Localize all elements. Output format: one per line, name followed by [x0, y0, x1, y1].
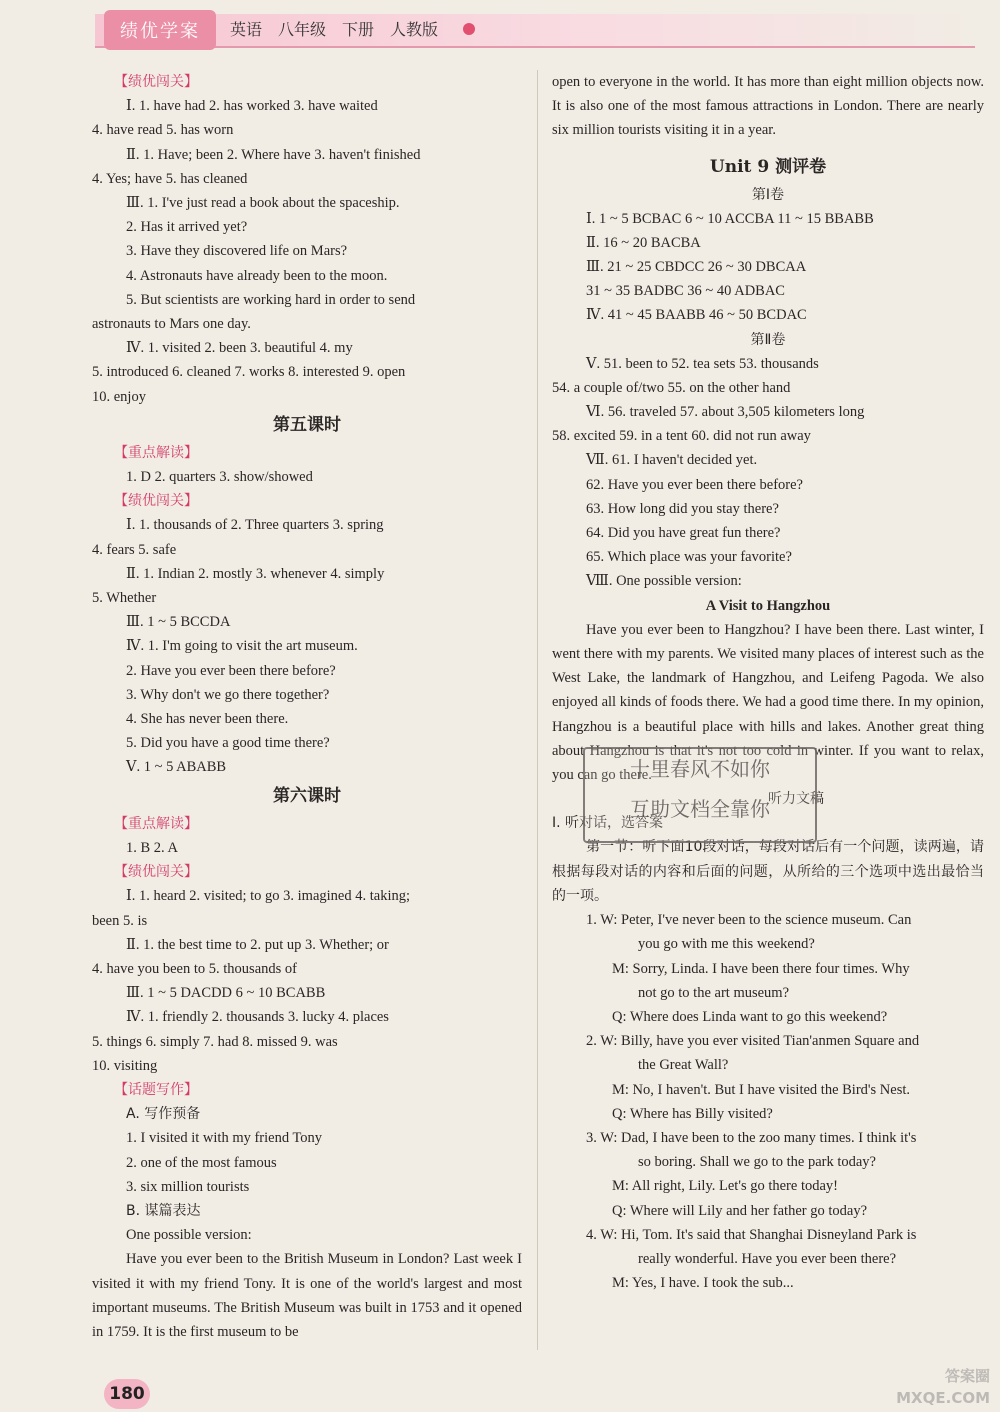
- header-subject: 英语: [230, 20, 263, 39]
- answer-line: 1. B 2. A: [126, 839, 178, 856]
- dialog-line: 3. W: Dad, I have been to the zoo many times. I think it's: [586, 1129, 917, 1146]
- dialog-line: M: No, I haven't. But I have visited the Bird's Nest.: [612, 1081, 911, 1098]
- answer-line: 4. have you been to 5. thousands of: [92, 960, 297, 977]
- dialog-line: Q: Where has Billy visited?: [612, 1105, 773, 1122]
- answer-line: Ⅳ. 1. I'm going to visit the art museum.: [126, 638, 358, 655]
- section-tag: 【绩优闯关】: [114, 493, 198, 510]
- answer-line: 2. Have you ever been there before?: [126, 662, 336, 679]
- dialog-line: not go to the art museum?: [638, 984, 790, 1001]
- answer-line: 4. have read 5. has worn: [92, 122, 234, 139]
- answer-line: 4. Astronauts have already been to the moon.: [126, 267, 388, 284]
- answer-line: Ⅰ. 1. heard 2. visited; to go 3. imagined 4. taking;: [126, 888, 411, 905]
- dialog-line: really wonderful. Have you ever been there?: [638, 1250, 897, 1267]
- answer-line: 10. enjoy: [92, 388, 146, 405]
- dialog-line: the Great Wall?: [638, 1057, 729, 1074]
- answer-line: Ⅶ. 61. I haven't decided yet.: [586, 452, 758, 469]
- answer-line: B. 谋篇表达: [126, 1202, 201, 1219]
- answer-line: 58. excited 59. in a tent 60. did not run away: [552, 428, 811, 445]
- essay-paragraph: Have you ever been to the British Museum in London? Last week I visited it with my friend Tony. It is one of the world's largest and most important museums. The British Museum was built in 1753 and it opened in 1759. It is the first museum to be: [92, 1251, 522, 1340]
- answer-line: 2. one of the most famous: [126, 1154, 277, 1171]
- answer-line: Ⅱ. 16 ~ 20 BACBA: [586, 234, 701, 251]
- answer-line: Ⅱ. 1. Have; been 2. Where have 3. haven't finished: [126, 146, 421, 163]
- answer-line: been 5. is: [92, 912, 148, 929]
- answer-line: 3. Have they discovered life on Mars?: [126, 243, 348, 260]
- listening-heading: Ⅰ. 听对话，选答案: [552, 815, 664, 832]
- dialog-line: so boring. Shall we go to the park today?: [638, 1154, 876, 1171]
- section-tag: 【重点解读】: [114, 444, 198, 461]
- answer-line: Ⅴ. 51. been to 52. tea sets 53. thousands: [586, 355, 819, 372]
- answer-line: Ⅲ. 1 ~ 5 DACDD 6 ~ 10 BCABB: [126, 985, 326, 1002]
- column-divider: [537, 70, 538, 1350]
- answer-line: Ⅳ. 1. friendly 2. thousands 3. lucky 4. places: [126, 1009, 389, 1026]
- site-name: 答案圈: [944, 1367, 990, 1385]
- answer-line: 63. How long did you stay there?: [586, 500, 779, 517]
- answer-line: One possible version:: [126, 1227, 252, 1244]
- answer-line: astronauts to Mars one day.: [92, 316, 251, 333]
- answer-line: Ⅲ. 1 ~ 5 BCCDA: [126, 614, 231, 631]
- essay-paragraph: open to everyone in the world. It has more than eight million objects now. It is also one of the most famous attractions in London. There are nearly six million tourists visiting it in a year.: [552, 74, 984, 139]
- header-grade: 八年级: [278, 20, 327, 39]
- site-logo: [820, 1365, 990, 1409]
- section-tag: 【绩优闯关】: [114, 864, 198, 881]
- essay-title: A Visit to Hangzhou: [705, 597, 831, 614]
- answer-line: 4. Yes; have 5. has cleaned: [92, 170, 248, 187]
- answer-line: Ⅳ. 41 ~ 45 BAABB 46 ~ 50 BCDAC: [586, 307, 807, 324]
- answer-line: A. 写作预备: [126, 1106, 201, 1123]
- lesson-title: 第五课时: [273, 414, 341, 435]
- answer-line: 1. I visited it with my friend Tony: [126, 1130, 323, 1147]
- listening-instructions: 第一节：听下面10段对话，每段对话后有一个问题，读两遍，请根据每段对话的内容和后面的问题，从所给的三个选项中选出最恰当的一项。: [552, 839, 984, 904]
- answer-line: 5. Whether: [92, 590, 157, 607]
- answer-line: Ⅱ. 1. Indian 2. mostly 3. whenever 4. simply: [126, 565, 385, 582]
- answer-line: 3. six million tourists: [126, 1178, 250, 1195]
- answer-line: 2. Has it arrived yet?: [126, 219, 248, 236]
- answer-line: 4. She has never been there.: [126, 711, 289, 728]
- header-dot-icon: [463, 23, 475, 35]
- essay-paragraph: Have you ever been to Hangzhou? I have been there. Last winter, I went there with my parents. We visited many places of interest such as the West Lake, the landmark of Hangzhou, and Leifeng Pagoda. We also enjoyed all kinds of foods there. We had a good time there. In my opinion, Hangzhou is a beautiful place with hills and lakes. Another great thing about Hangzhou is that it's not too cold in winter. If you want to relax, you can go there.: [552, 621, 984, 784]
- dialog-line: M: All right, Lily. Let's go there today!: [612, 1178, 838, 1195]
- answer-line: Ⅴ. 1 ~ 5 ABABB: [126, 759, 227, 776]
- answer-line: 64. Did you have great fun there?: [586, 525, 781, 542]
- header-edition: 人教版: [390, 20, 439, 39]
- answer-line: 65. Which place was your favorite?: [586, 549, 792, 566]
- dialog-line: 4. W: Hi, Tom. It's said that Shanghai Disneyland Park is: [586, 1226, 917, 1243]
- listening-label: 听力文稿: [768, 791, 824, 808]
- header-band: [95, 14, 975, 48]
- answer-line: Ⅲ. 1. I've just read a book about the spaceship.: [126, 195, 400, 212]
- stamp-line: 互助文档全靠你: [630, 797, 770, 821]
- dialog-line: M: Sorry, Linda. I have been there four times. Why: [612, 960, 910, 977]
- answer-line: Ⅵ. 56. traveled 57. about 3,505 kilometers long: [586, 404, 865, 421]
- answer-line: 5. But scientists are working hard in order to send: [126, 291, 416, 308]
- answer-line: 5. Did you have a good time there?: [126, 735, 330, 752]
- answer-line: 54. a couple of/two 55. on the other hand: [552, 379, 791, 396]
- volume-title: 第Ⅰ卷: [751, 186, 785, 203]
- stamp-line: 十里春风不如你: [630, 757, 770, 781]
- answer-line: 4. fears 5. safe: [92, 541, 177, 558]
- dialog-line: 1. W: Peter, I've never been to the science museum. Can: [586, 912, 912, 929]
- left-column: [92, 70, 522, 1344]
- dialog-line: Q: Where does Linda want to go this weekend?: [612, 1008, 888, 1025]
- answer-line: 5. introduced 6. cleaned 7. works 8. interested 9. open: [92, 364, 406, 381]
- answer-line: Ⅷ. One possible version:: [586, 573, 742, 590]
- answer-line: Ⅰ. 1. thousands of 2. Three quarters 3. spring: [126, 517, 384, 534]
- watermark-stamp: [583, 747, 817, 843]
- answer-line: Ⅱ. 1. the best time to 2. put up 3. Whether; or: [126, 936, 389, 953]
- answer-line: Ⅰ. 1 ~ 5 BCBAC 6 ~ 10 ACCBA 11 ~ 15 BBABB: [586, 210, 874, 227]
- dialog-line: Q: Where will Lily and her father go today?: [612, 1202, 868, 1219]
- answer-line: 31 ~ 35 BADBC 36 ~ 40 ADBAC: [586, 283, 785, 300]
- answer-line: Ⅳ. 1. visited 2. been 3. beautiful 4. my: [126, 340, 353, 357]
- lesson-title: 第六课时: [273, 785, 341, 806]
- section-tag: 【话题写作】: [114, 1081, 198, 1098]
- volume-title: 第Ⅱ卷: [750, 331, 786, 348]
- section-tag: 【重点解读】: [114, 815, 198, 832]
- page-number: 180: [104, 1379, 150, 1409]
- header-term: 下册: [342, 20, 375, 39]
- answer-line: 5. things 6. simply 7. had 8. missed 9. was: [92, 1033, 338, 1050]
- answer-line: 62. Have you ever been there before?: [586, 476, 803, 493]
- dialog-line: M: Yes, I have. I took the sub...: [612, 1275, 794, 1292]
- unit-title: Unit 9 测评卷: [709, 156, 827, 177]
- section-tag: 【绩优闯关】: [114, 74, 198, 90]
- answer-line: Ⅰ. 1. have had 2. has worked 3. have waited: [126, 98, 378, 115]
- answer-line: 1. D 2. quarters 3. show/showed: [126, 469, 313, 486]
- answer-line: 10. visiting: [92, 1057, 158, 1074]
- header-meta: [230, 17, 438, 40]
- brand-badge: 绩优学案: [104, 10, 216, 50]
- site-url: MXQE.COM: [896, 1389, 990, 1407]
- answer-line: Ⅲ. 21 ~ 25 CBDCC 26 ~ 30 DBCAA: [586, 259, 807, 276]
- dialog-line: 2. W: Billy, have you ever visited Tian'anmen Square and: [586, 1033, 920, 1050]
- dialog-line: you go with me this weekend?: [638, 936, 815, 953]
- answer-line: 3. Why don't we go there together?: [126, 686, 330, 703]
- right-column: [552, 70, 984, 1295]
